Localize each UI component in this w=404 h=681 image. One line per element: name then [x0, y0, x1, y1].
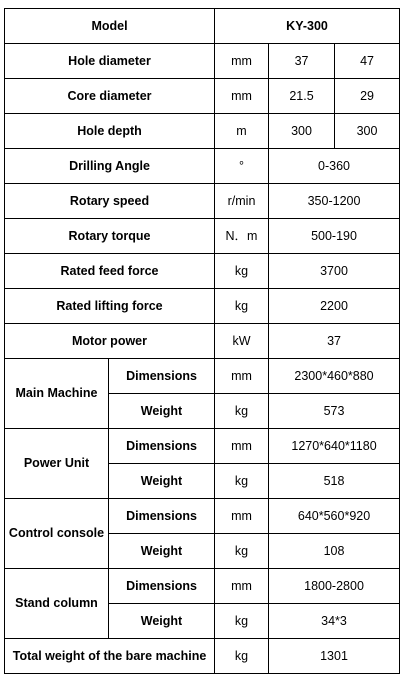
- value-cell: 300: [335, 114, 400, 149]
- value-cell: 1800-2800: [269, 569, 400, 604]
- value-cell: 29: [335, 79, 400, 114]
- param-label: Hole diameter: [5, 44, 215, 79]
- unit-cell: mm: [215, 79, 269, 114]
- table-row: [5, 219, 400, 254]
- sub-label: Dimensions: [109, 569, 215, 604]
- value-cell: 350-1200: [269, 184, 400, 219]
- value-cell: 47: [335, 44, 400, 79]
- table-row: [5, 44, 400, 79]
- value-cell: 640*560*920: [269, 499, 400, 534]
- value-cell: 500-190: [269, 219, 400, 254]
- sub-label: Weight: [109, 534, 215, 569]
- value-cell: 21.5: [269, 79, 335, 114]
- param-label: Drilling Angle: [5, 149, 215, 184]
- table-row: [5, 639, 400, 674]
- table-row: [5, 114, 400, 149]
- param-label: Total weight of the bare machine: [5, 639, 215, 674]
- sub-label: Weight: [109, 604, 215, 639]
- unit-cell: kg: [215, 394, 269, 429]
- value-cell: 2300*460*880: [269, 359, 400, 394]
- value-cell: 2200: [269, 289, 400, 324]
- unit-cell: kg: [215, 534, 269, 569]
- value-cell: 3700: [269, 254, 400, 289]
- param-label: Rotary torque: [5, 219, 215, 254]
- value-cell: 518: [269, 464, 400, 499]
- table-row: [5, 429, 400, 464]
- param-label: Rated feed force: [5, 254, 215, 289]
- unit-cell: mm: [215, 499, 269, 534]
- sub-label: Dimensions: [109, 499, 215, 534]
- unit-cell: N．m: [215, 219, 269, 254]
- param-label: Rotary speed: [5, 184, 215, 219]
- table-row: [5, 324, 400, 359]
- sub-label: Weight: [109, 394, 215, 429]
- unit-cell: m: [215, 114, 269, 149]
- unit-cell: kg: [215, 604, 269, 639]
- unit-cell: mm: [215, 569, 269, 604]
- unit-cell: mm: [215, 429, 269, 464]
- unit-cell: kg: [215, 254, 269, 289]
- sub-label: Dimensions: [109, 429, 215, 464]
- table-row: [5, 79, 400, 114]
- group-label: Power Unit: [5, 429, 109, 499]
- param-label: Motor power: [5, 324, 215, 359]
- value-cell: 1270*640*1180: [269, 429, 400, 464]
- spec-table: [4, 8, 400, 674]
- param-label: Core diameter: [5, 79, 215, 114]
- value-cell: 0-360: [269, 149, 400, 184]
- header-row: [5, 9, 400, 44]
- unit-cell: kg: [215, 289, 269, 324]
- value-cell: 34*3: [269, 604, 400, 639]
- unit-cell: kg: [215, 464, 269, 499]
- table-row: [5, 254, 400, 289]
- group-label: Main Machine: [5, 359, 109, 429]
- value-cell: 37: [269, 44, 335, 79]
- table-row: [5, 499, 400, 534]
- sub-label: Dimensions: [109, 359, 215, 394]
- table-row: [5, 359, 400, 394]
- table-row: [5, 569, 400, 604]
- unit-cell: kW: [215, 324, 269, 359]
- table-row: [5, 149, 400, 184]
- value-cell: 300: [269, 114, 335, 149]
- unit-cell: kg: [215, 639, 269, 674]
- model-value: KY-300: [215, 9, 400, 44]
- param-label: Hole depth: [5, 114, 215, 149]
- unit-cell: °: [215, 149, 269, 184]
- value-cell: 108: [269, 534, 400, 569]
- group-label: Stand column: [5, 569, 109, 639]
- model-label: Model: [5, 9, 215, 44]
- value-cell: 1301: [269, 639, 400, 674]
- value-cell: 37: [269, 324, 400, 359]
- sub-label: Weight: [109, 464, 215, 499]
- unit-cell: r/min: [215, 184, 269, 219]
- table-row: [5, 184, 400, 219]
- value-cell: 573: [269, 394, 400, 429]
- unit-cell: mm: [215, 359, 269, 394]
- group-label: Control console: [5, 499, 109, 569]
- param-label: Rated lifting force: [5, 289, 215, 324]
- table-row: [5, 289, 400, 324]
- unit-cell: mm: [215, 44, 269, 79]
